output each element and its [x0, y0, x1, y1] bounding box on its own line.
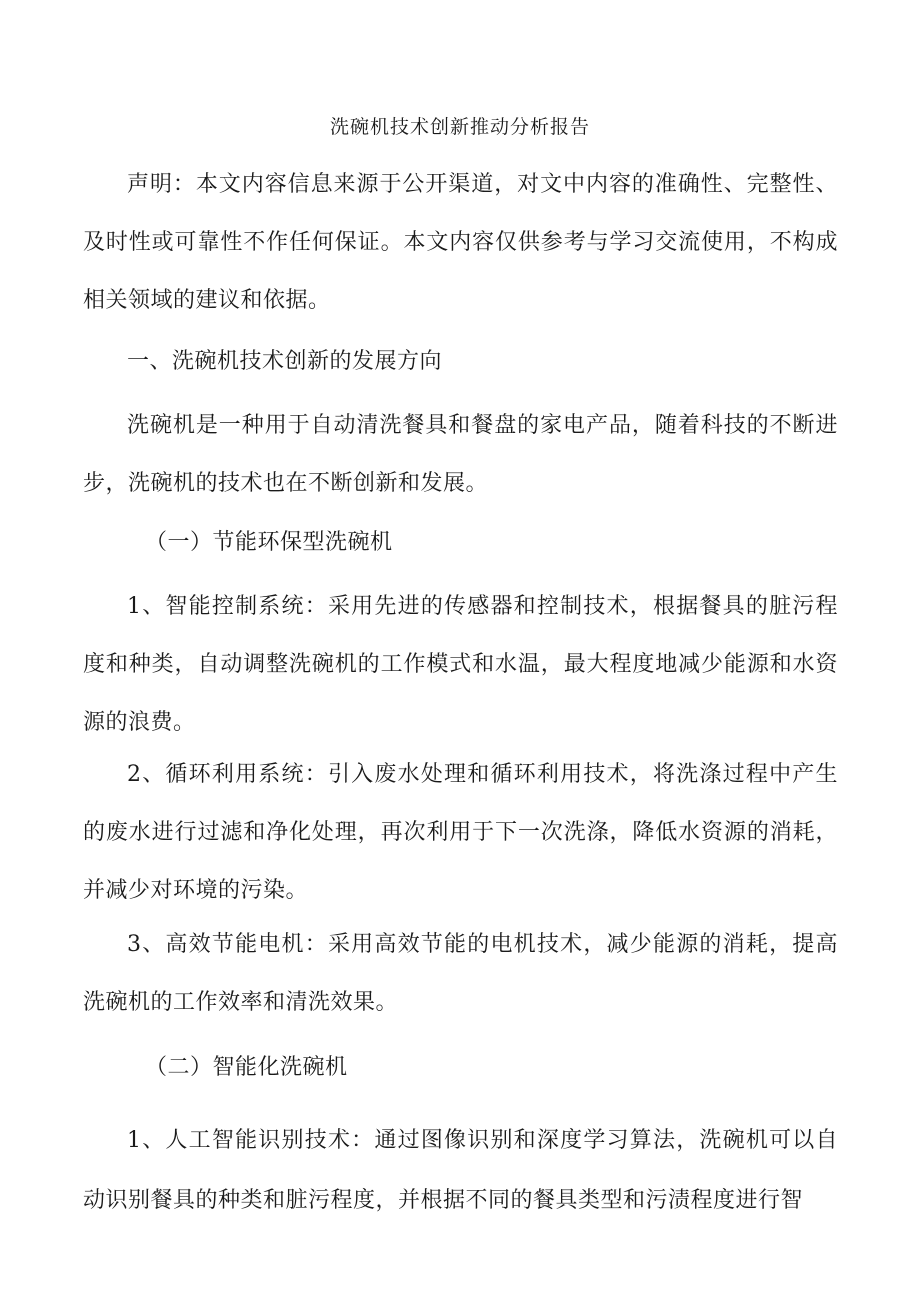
disclaimer-paragraph: 声明：本文内容信息来源于公开渠道，对文中内容的准确性、完整性、及时性或可靠性不作任何保证。本文内容仅供参考与学习交流使用，不构成相关领域的建议和依据。 — [83, 172, 838, 313]
section-heading: 一、洗碗机技术创新的发展方向 — [127, 349, 443, 374]
list-item: 2、循环利用系统：引入废水处理和循环利用技术，将洗涤过程中产生的废水进行过滤和净化处理，再次利用于下一次洗涤，降低水资源的消耗，并减少对环境的污染。 — [83, 762, 838, 903]
intro-paragraph: 洗碗机是一种用于自动清洗餐具和餐盘的家电产品，随着科技的不断进步，洗碗机的技术也在不断创新和发展。 — [83, 413, 838, 496]
list-item: 1、智能控制系统：采用先进的传感器和控制技术，根据餐具的脏污程度和种类，自动调整洗碗机的工作模式和水温，最大程度地减少能源和水资源的浪费。 — [83, 594, 838, 735]
list-item: 3、高效节能电机：采用高效节能的电机技术，减少能源的消耗，提高洗碗机的工作效率和清洗效果。 — [83, 932, 838, 1015]
document-title: 洗碗机技术创新推动分析报告 — [329, 116, 590, 138]
subsection-heading-1: （一）节能环保型洗碗机 — [145, 530, 393, 555]
list-item: 1、人工智能识别技术：通过图像识别和深度学习算法，洗碗机可以自动识别餐具的种类和脏污程度，并根据不同的餐具类型和污渍程度进行智 — [83, 1128, 838, 1213]
subsection-heading-2: （二）智能化洗碗机 — [145, 1055, 348, 1080]
